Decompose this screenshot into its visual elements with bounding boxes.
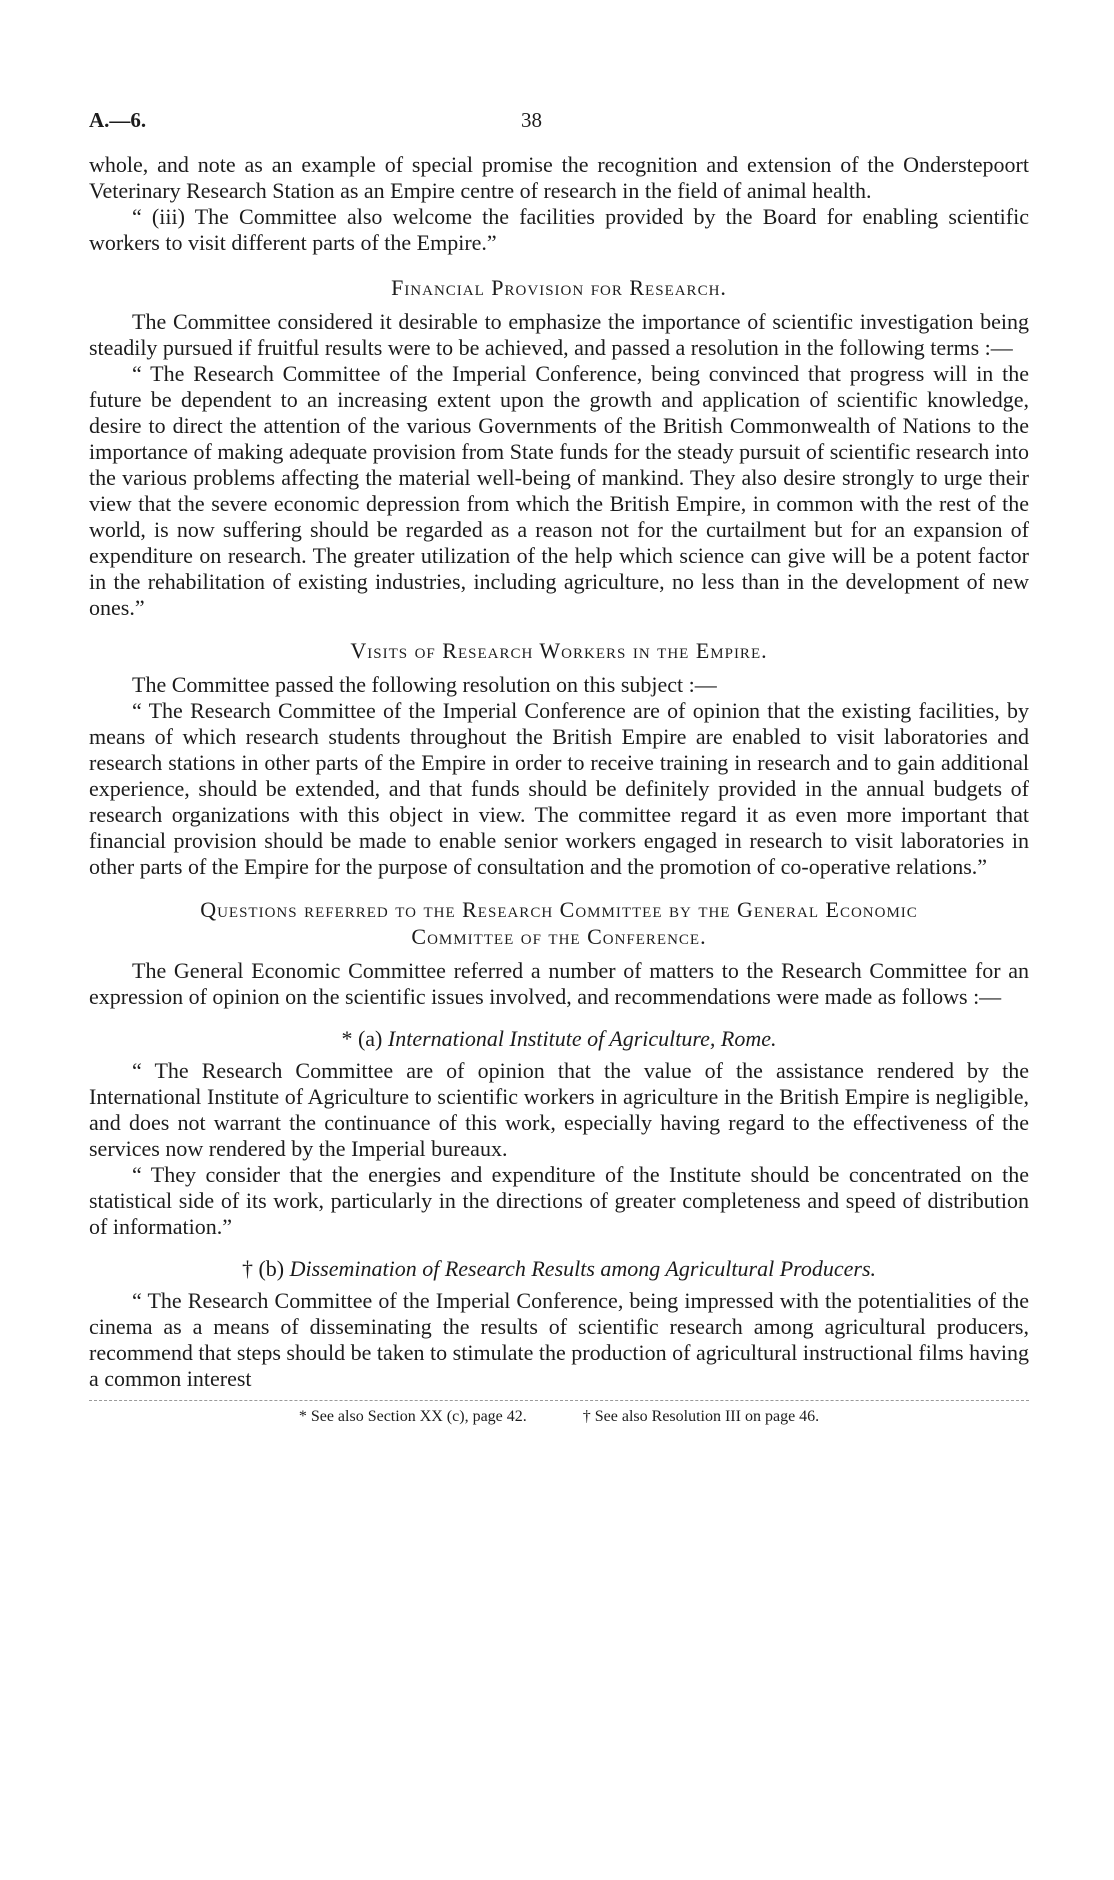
resolution-iii-paragraph: “ (iii) The Committee also welcome the facilities provided by the Board for enabling scientific workers to visit different parts of the Empire.” [89, 204, 1029, 255]
financial-intro-paragraph: The Committee considered it desirable to emphasize the importance of scientific investigation being steadily pursued if fruitful results were to be achieved, and passed a resolution in the following terms :— [89, 309, 1029, 360]
section-heading-questions-line1: Questions referred to the Research Committee by the General Economic [200, 897, 918, 922]
document-reference: A.—6. [89, 108, 147, 132]
footnote-2: † See also Resolution III on page 46. [582, 1408, 820, 1425]
footnote-divider [89, 1400, 1029, 1401]
page-body [89, 152, 1029, 1427]
visits-intro-paragraph: The Committee passed the following resolution on this subject :— [132, 672, 717, 697]
institute-paragraph-1: “ The Research Committee are of opinion that the value of the assistance rendered by the International Institute of Agriculture to scientific workers in agriculture in the British Empire is negligible, and does not warrant the continuance of this work, especially having regard to the effectiveness of the services now rendered by the Imperial bureaux. [89, 1058, 1029, 1161]
section-heading-visits: Visits of Research Workers in the Empire. [350, 638, 768, 663]
subheading-b-marker: † (b) [241, 1256, 285, 1281]
visits-resolution-paragraph: “ The Research Committee of the Imperial Conference are of opinion that the existing facilities, by means of which research students throughout the British Empire are enabled to visit laboratories and research stations in other parts of the Empire in order to receive training in research and to gain additional experience, should be extended, and that funds should be definitely provided in the annual budgets of research organizations with this object in view. The committee regard it as even more important that financial provision should be made to enable senior workers engaged in research to visit laboratories in other parts of the Empire for the purpose of consultation and the promotion of co-operative relations.” [89, 698, 1029, 879]
financial-resolution-paragraph: “ The Research Committee of the Imperial Conference, being convinced that progress will in the future be dependent to an increasing extent upon the growth and application of scientific knowledge, desire to direct the attention of the various Governments of the British Commonwealth of Nations to the importance of making adequate provision from State funds for the steady pursuit of scientific research into the various problems affecting the material well-being of mankind. They also desire strongly to urge their view that the severe economic depression from which the British Empire, in common with the rest of the world, is now suffering should be regarded as a reason not for the curtailment but for an expansion of expenditure on research. The greater utilization of the help which science can give will be a potent factor in the rehabilitation of existing industries, including agriculture, no less than in the development of new ones.” [89, 361, 1029, 620]
subheading-b-title: Dissemination of Research Results among Agricultural Producers. [289, 1256, 877, 1281]
section-heading-questions [89, 896, 1029, 950]
page-header [89, 108, 1029, 138]
subheading-a-marker: * (a) [341, 1026, 383, 1051]
footnotes [89, 1407, 1029, 1427]
section-heading-financial-provision: Financial Provision for Research. [391, 275, 727, 300]
continued-paragraph: whole, and note as an example of special promise the recognition and extension of the Onderstepoort Veterinary Research Station as an Empire centre of research in the field of animal health. [89, 152, 1029, 203]
subheading-a-title: International Institute of Agriculture, Rome. [387, 1026, 777, 1051]
institute-paragraph-2: “ They consider that the energies and expenditure of the Institute should be concentrated on the statistical side of its work, particularly in the directions of greater completeness and speed of distribution of information.” [89, 1162, 1029, 1239]
dissemination-paragraph: “ The Research Committee of the Imperial Conference, being impressed with the potentialities of the cinema as a means of disseminating the results of scientific research among agricultural producers, recommend that steps should be taken to stimulate the production of agricultural instructional films having a common interest [89, 1288, 1029, 1391]
page-number: 38 [521, 108, 542, 132]
subheading-a [89, 1026, 1029, 1052]
subheading-b [89, 1256, 1029, 1282]
footnote-1: * See also Section XX (c), page 42. [298, 1408, 527, 1425]
section-heading-questions-line2: Committee of the Conference. [411, 924, 707, 949]
questions-intro-paragraph: The General Economic Committee referred a number of matters to the Research Committee for an expression of opinion on the scientific issues involved, and recommendations were made as follows :— [89, 958, 1029, 1009]
